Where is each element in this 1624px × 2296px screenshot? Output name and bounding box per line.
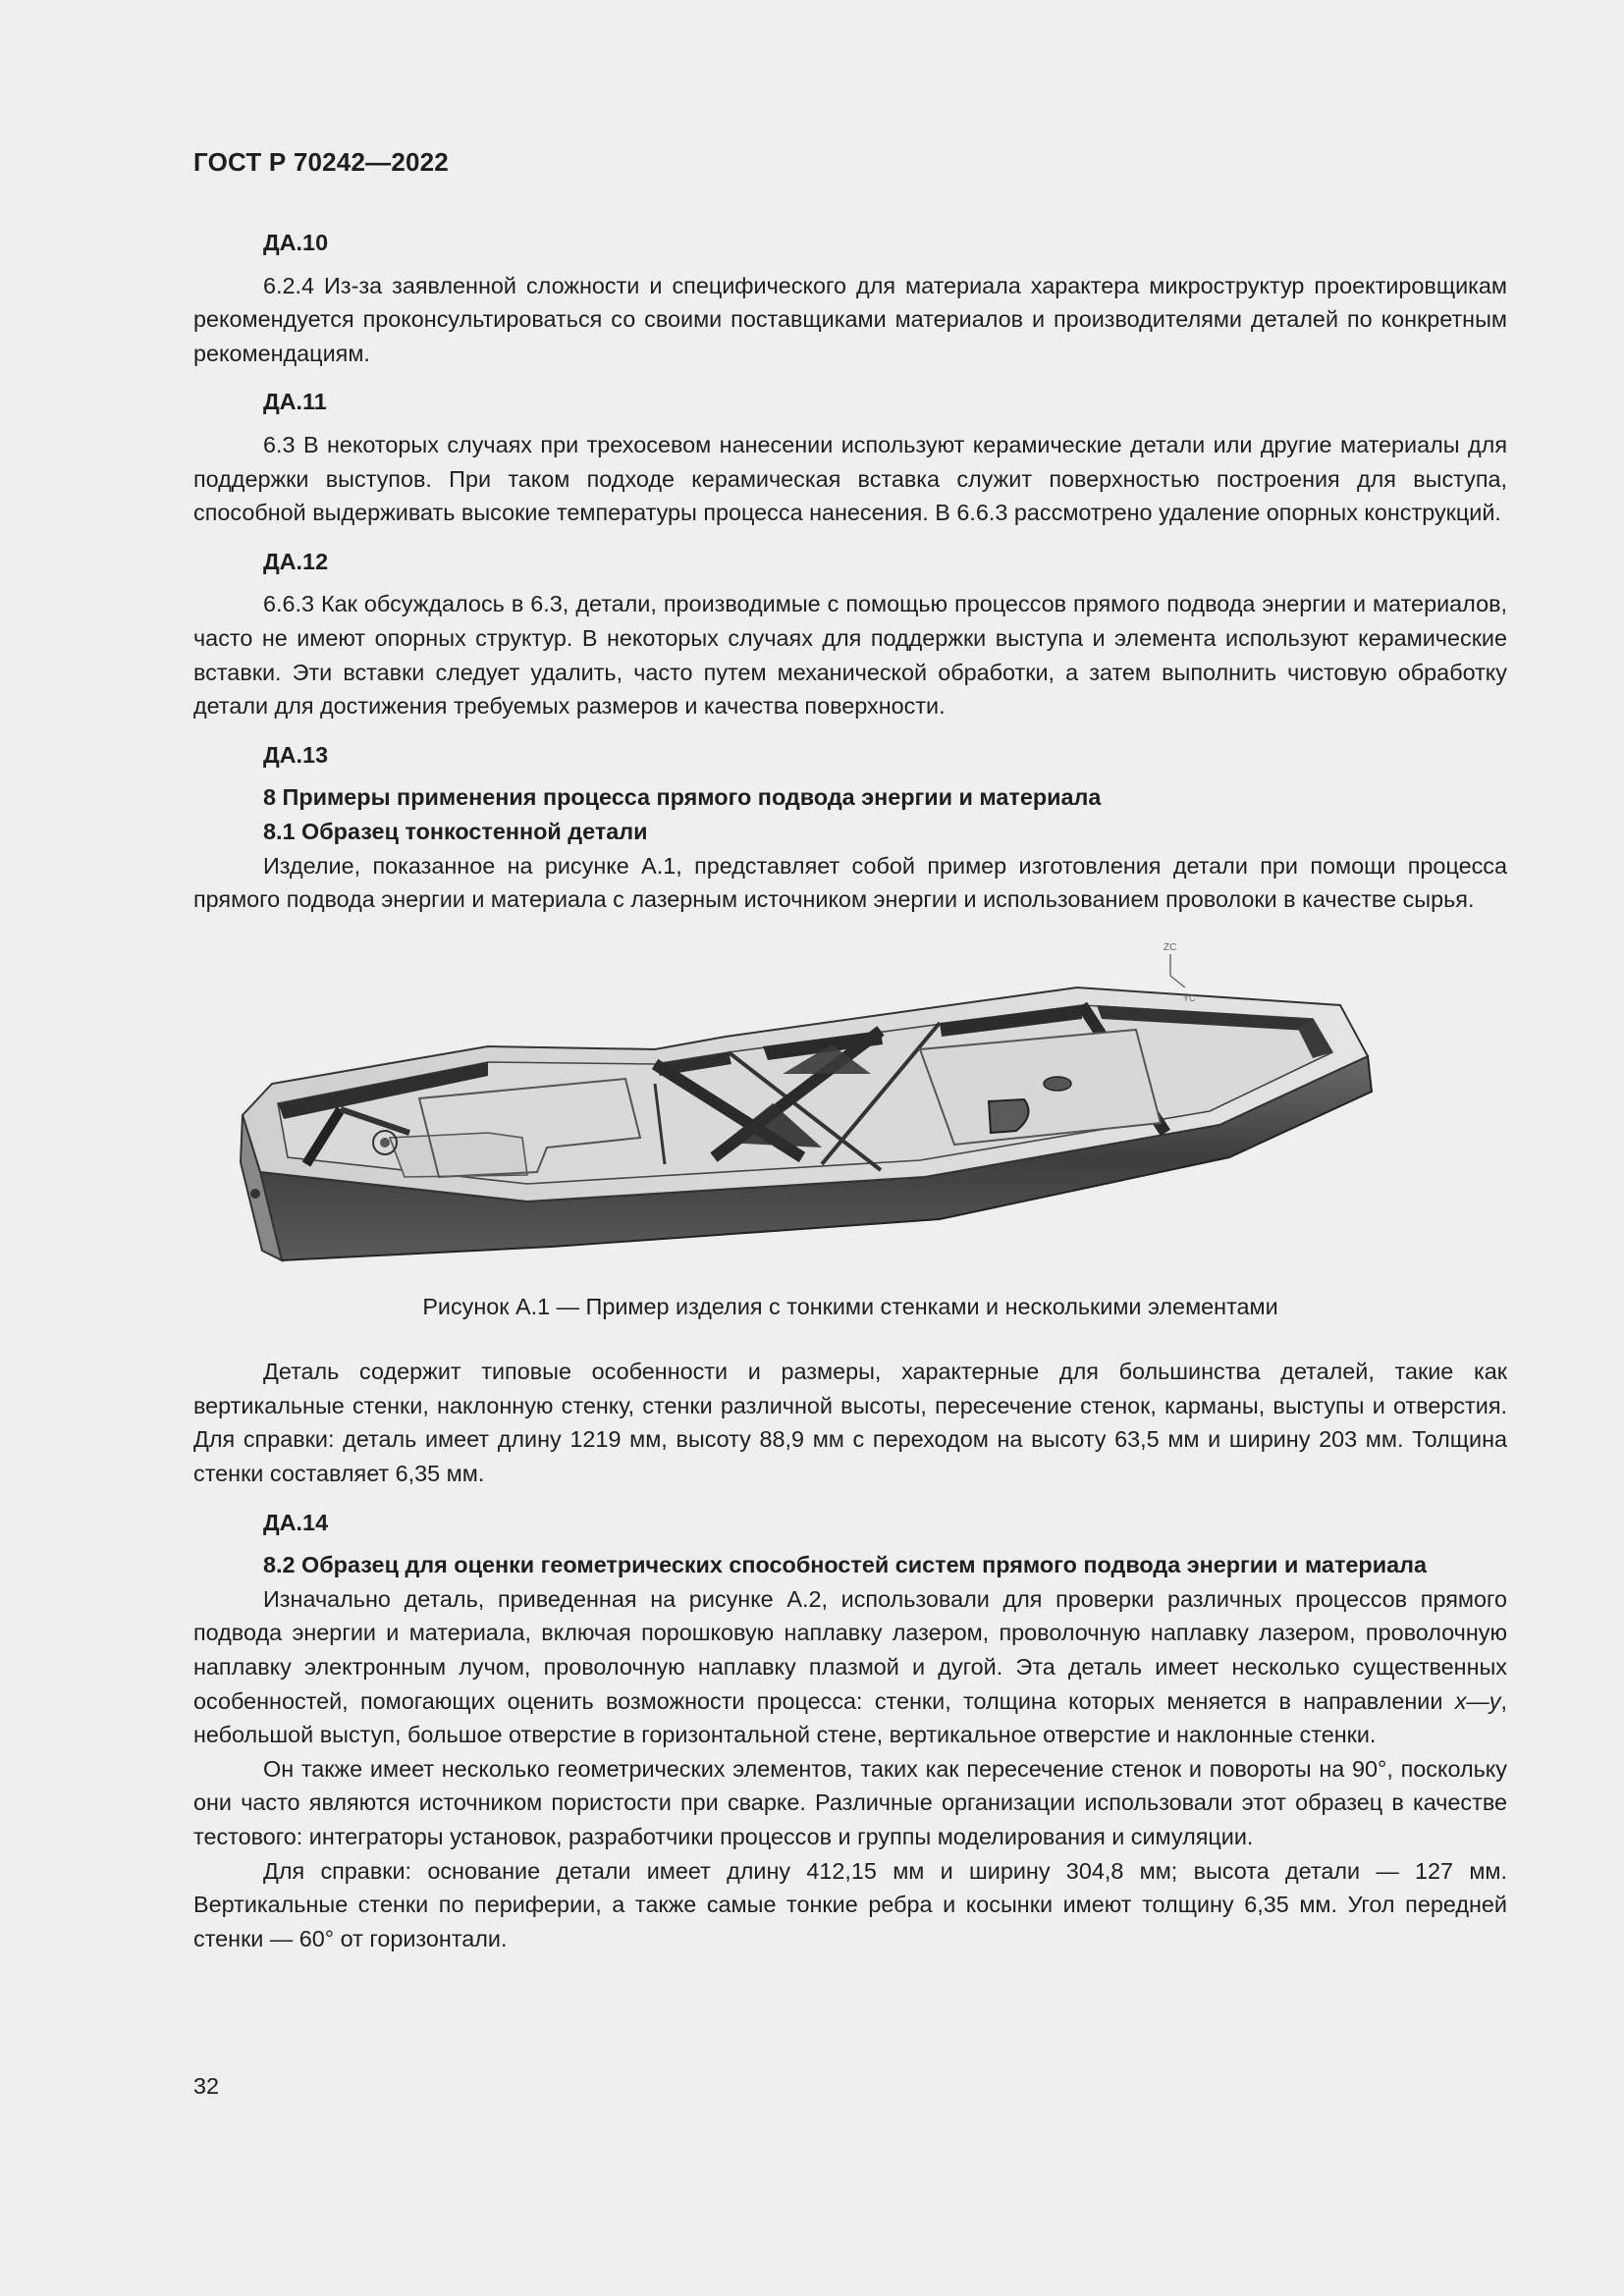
section-label-da12: ДА.12 [263,548,329,574]
paragraph-8-2-reference: Для справки: основание детали имеет длину 412,15 мм и ширину 304,8 мм; высота детали — 127 мм. Вертикальные стенки по периферии, а также самые тонкие ребра и косынки имеют толщину 6,35 мм. Угол передней стенки — 60° от горизонтали. [193,1857,1507,1951]
figure-a1 [193,936,1507,1280]
figure-caption: Рисунок А.1 — Пример изделия с тонкими стенками и несколькими элементами [422,1293,1278,1319]
page-content [193,226,1507,1955]
axis-label-y: YC [1183,992,1196,1003]
paragraph-8-1-details: Деталь содержит типовые особенности и размеры, характерные для большинства деталей, такие как вертикальные стенки, наклонную стенку, стенки различной высоты, пересечение стенок, карманы, выступы и отверстия. Для справки: деталь имеет длину 1219 мм, высоту 88,9 мм с переходом на высоту 63,5 мм и ширину 203 мм. Толщина стенки составляет 6,35 мм. [193,1359,1507,1487]
section-heading-8: 8 Примеры применения процесса прямого подвода энергии и материала [263,784,1102,811]
thin-wall-part-illustration [193,936,1507,1280]
section-heading-8-2: 8.2 Образец для оценки геометрических способностей систем прямого подвода энергии и материала [263,1552,1427,1578]
axis-label-z: ZC [1164,941,1177,953]
section-heading-8-1: 8.1 Образец тонкостенной детали [263,818,648,844]
section-label-da11: ДА.11 [263,389,327,415]
xy-direction: x—y [1454,1687,1501,1714]
section-label-da14: ДА.14 [263,1509,329,1535]
page-number: 32 [193,2073,220,2099]
document-header: ГОСТ Р 70242—2022 [193,147,449,177]
paragraph-8-2-intro [193,1582,1507,1752]
paragraph-8-1-intro: Изделие, показанное на рисунке А.1, представляет собой пример изготовления детали при помощи процесса прямого подвода энергии и материала с лазерным источником энергии и использованием проволоки в качестве сырья. [193,852,1507,913]
paragraph-da12: 6.6.3 Как обсуждалось в 6.3, детали, производимые с помощью процессов прямого подвода энергии и материалов, часто не имеют опорных структур. В некоторых случаях для поддержки выступа и элемента используют керамические вставки. Эти вставки следует удалить, часто путем механической обработки, а затем выполнить чистовую обработку детали для достижения требуемых размеров и качества поверхности. [193,591,1507,720]
paragraph-8-2-elements: Он также имеет несколько геометрических элементов, таких как пересечение стенок и повороты на 90°, поскольку они часто являются источником пористости при сварке. Различные организации использовали этот образец в качестве тестового: интеграторы установок, разработчики процессов и группы моделирования и симуляции. [193,1755,1507,1849]
section-label-da13: ДА.13 [263,741,329,768]
paragraph-da11: 6.3 В некоторых случаях при трехосевом нанесении используют керамические детали или другие материалы для поддержки выступов. При таком подходе керамическая вставка служит поверхностью построения для выступа, способной выдерживать высокие температуры процесса нанесения. В 6.6.3 рассмотрено удаление опорных конструкций. [193,431,1507,526]
paragraph-8-2-intro-start: Изначально деталь, приведенная на рисунке А.2, использовали для проверки различных процессов прямого подвода энергии и материала, включая порошковую наплавку лазером, проволочную наплавку лазером, проволочную наплавку электронным лучом, проволочную наплавку плазмой и дугой. Эта деталь имеет несколько существенных особенностей, помогающих оценить возможности процесса: стенки, толщина которых меняется в направлении [193,1585,1507,1714]
paragraph-8-2-intro-end: , небольшой выступ, большое отверстие в горизонтальной стене, вертикальное отверстие и наклонные стенки. [193,1687,1507,1748]
paragraph-da10: 6.2.4 Из-за заявленной сложности и специфического для материала характера микроструктур проектировщикам рекомендуется проконсультироваться со своими поставщиками материалов и производителями деталей по конкретным рекомендациям. [193,272,1507,366]
section-label-da10: ДА.10 [263,230,329,255]
